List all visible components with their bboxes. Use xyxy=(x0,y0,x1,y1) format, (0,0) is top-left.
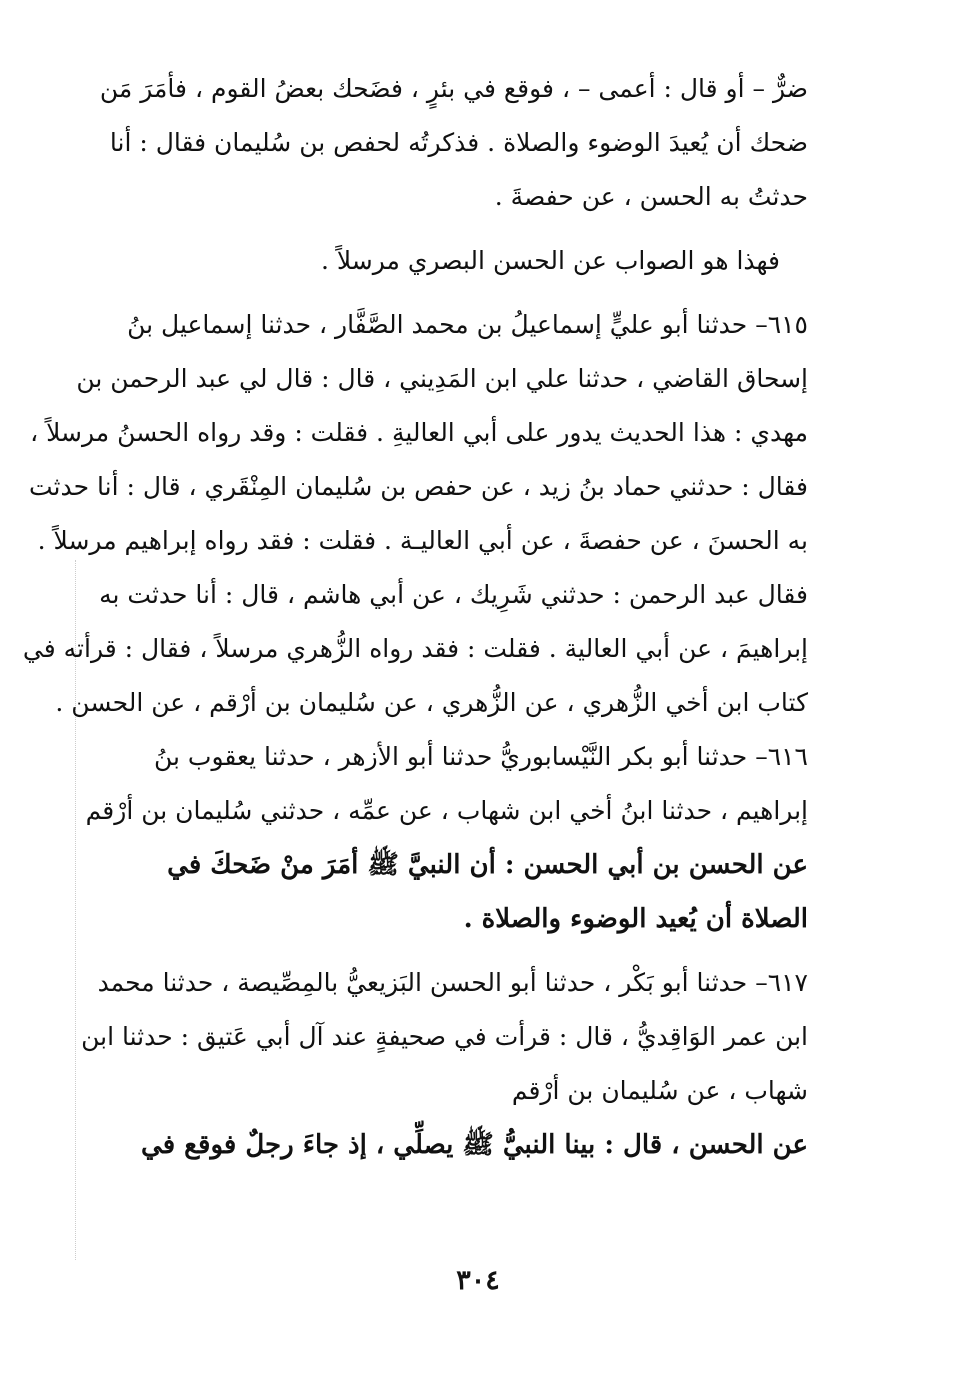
text-line: فقال : حدثني حماد بنُ زيد ، عن حفص بن سُليمان المِنْقَري ، قال : أنا حدثت xyxy=(29,472,808,501)
text-line: شهاب ، عن سُليمان بن أرْقم xyxy=(511,1076,808,1105)
text-line: ضحك أن يُعيدَ الوضوء والصلاة . فذكرتُه لحفص بن سُليمان فقال : أنا xyxy=(109,128,808,157)
hadith-617-start: ٦١٧– حدثنا أبو بَكْر ، حدثنا أبو الحسن البَزيعيُّ بالمِصِّيصة ، حدثنا محمد xyxy=(97,968,808,997)
text-line: إسحاق القاضي ، حدثنا علي ابن المَدِيني ، قال : قال لي عبد الرحمن بن xyxy=(76,364,808,393)
text-line: ابن عمر الوَاقِديُّ ، قال : قرأت في صحيفةٍ عند آل أبي عَتيق : حدثنا ابن xyxy=(81,1022,808,1051)
hadith-615-start: ٦١٥– حدثنا أبو عليٍّ إسماعيلُ بن محمد الصَّفَّار ، حدثنا إسماعيل بنُ xyxy=(127,310,808,339)
hadith-matn: الصلاة أن يُعيد الوضوء والصلاة . xyxy=(463,904,808,934)
hadith-616-start: ٦١٦– حدثنا أبو بكر النَّيْسابوريُّ حدثنا أبو الأزهر ، حدثنا يعقوب بنُ xyxy=(153,742,808,771)
text-line: كتاب ابن أخي الزُّهري ، عن الزُّهري ، عن سُليمان بن أرْقم ، عن الحسن . xyxy=(55,688,808,717)
hadith-matn: عن الحسن ، قال : بينا النبيُّ ﷺ يصلِّي ، إذ جاءَ رجلٌ فوقع في xyxy=(141,1130,808,1160)
text-line: حدثتُ به الحسن ، عن حفصةَ . xyxy=(494,182,808,211)
text-line: به الحسنَ ، عن حفصةَ ، عن أبي العاليـة . فقلت : فقد رواه إبراهيم مرسلاً . xyxy=(37,526,808,555)
page-number: ٣٠٤ xyxy=(456,1265,500,1296)
text-line: فهذا هو الصواب عن الحسن البصري مرسلاً . xyxy=(320,246,780,275)
text-line: إبراهيم ، حدثنا ابنُ أخي ابن شهاب ، عن عمِّه ، حدثني سُليمان بن أرْقم xyxy=(85,796,808,825)
page-text xyxy=(22,62,808,1172)
text-line: مهدي : هذا الحديث يدور على أبي العاليةِ . فقلت : وقد رواه الحسنُ مرسلاً ، xyxy=(30,418,808,447)
text-line: إبراهيمَ ، عن أبي العالية . فقلت : فقد رواه الزُّهري مرسلاً ، فقال : قرأته في xyxy=(22,634,808,663)
hadith-matn: عن الحسن بن أبي الحسن : أن النبيَّ ﷺ أمَرَ منْ ضَحكَ في xyxy=(167,850,808,880)
text-line: فقال عبد الرحمن : حدثني شَرِيك ، عن أبي هاشم ، قال : أنا حدثت به xyxy=(99,580,808,609)
text-line: ضرٌّ – أو قال : أعمى – ، فوقع في بئرٍ ، فضَحك بعضُ القوم ، فأمَرَ مَن xyxy=(99,74,808,103)
